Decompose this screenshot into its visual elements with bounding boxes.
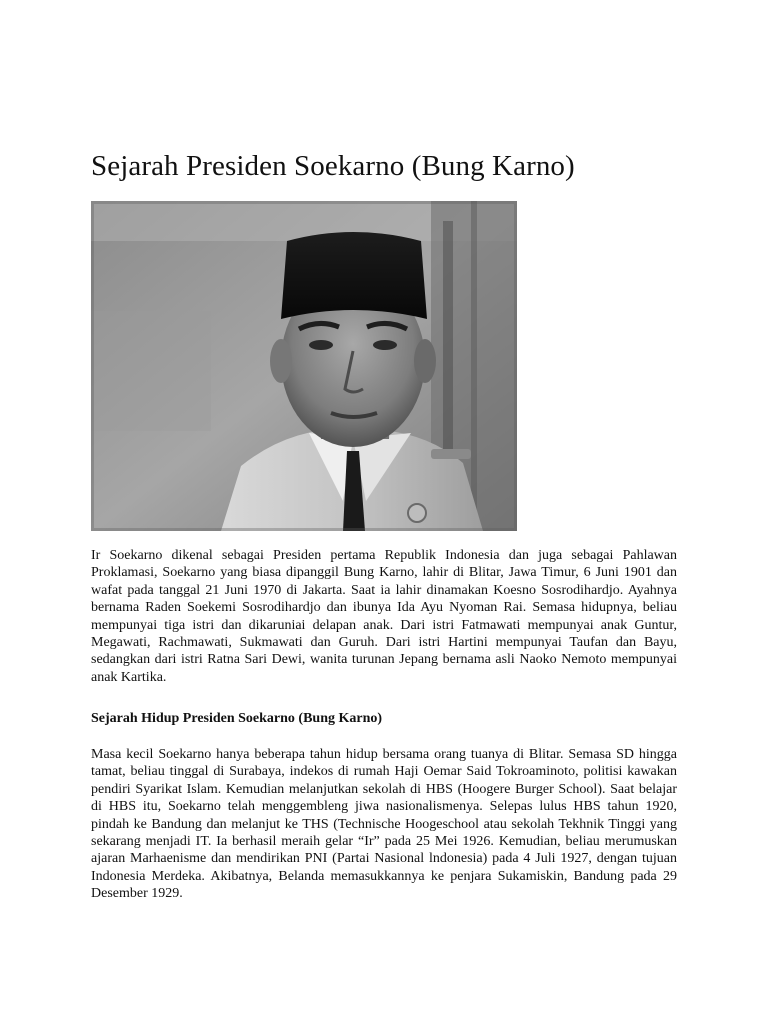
portrait-photo — [91, 201, 517, 531]
page-title: Sejarah Presiden Soekarno (Bung Karno) — [91, 150, 575, 182]
history-paragraph: Masa kecil Soekarno hanya beberapa tahun hidup bersama orang tuanya di Blitar. Semasa SD hingga tamat, beliau tinggal di Surabaya, indekos di rumah Haji Oemar Said Tokroaminoto, politisi kawakan pendiri Syarikat Islam. Kemudian melanjutkan sekolah di HBS (Hoogere Burger School). Saat belajar di HBS itu, Soekarno telah menggembleng jiwa nasionalismenya. Selepas lulus HBS tahun 1920, pindah ke Bandung dan melanjut ke THS (Technische Hoogeschool atau sekolah Tekhnik Tinggi yang sekarang menjadi IT. Ia berhasil meraih gelar “Ir” pada 25 Mei 1926. Kemudian, beliau merumuskan ajaran Marhaenisme dan mendirikan PNI (Partai Nasional lndonesia) pada 4 Juli 1927, dengan tujuan Indonesia Merdeka. Akibatnya, Belanda memasukkannya ke penjara Sukamiskin, Bandung pada 29 Desember 1929. — [91, 747, 677, 902]
section-heading: Sejarah Hidup Presiden Soekarno (Bung Karno) — [91, 711, 383, 726]
intro-paragraph: Ir Soekarno dikenal sebagai Presiden pertama Republik Indonesia dan juga sebagai Pahlawan Proklamasi, Soekarno yang biasa dipanggil Bung Karno, lahir di Blitar, Jawa Timur, 6 Juni 1901 dan wafat pada tanggal 21 Juni 1970 di Jakarta. Saat ia lahir dinamakan Koesno Sosrodihardjo. Ayahnya bernama Raden Soekemi Sosrodihardjo dan ibunya Ida Ayu Nyoman Rai. Semasa hidupnya, beliau mempunyai tiga istri dan dikaruniai delapan anak. Dari istri Fatmawati mempunyai anak Guntur, Megawati, Rachmawati, Sukmawati dan Guruh. Dari istri Hartini mempunyai Taufan dan Bayu, sedangkan dari istri Ratna Sari Dewi, wanita turunan Jepang bernama asli Naoko Nemoto mempunyai anak Kartika. — [91, 548, 677, 685]
